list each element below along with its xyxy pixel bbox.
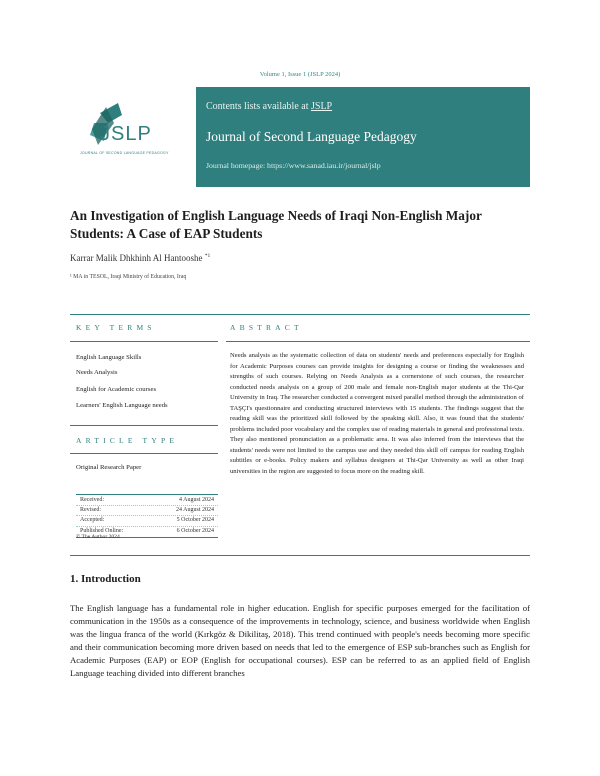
key-terms-rule [70, 341, 218, 342]
copyright-notice: © The Author 2024 [76, 534, 120, 540]
date-row [76, 506, 218, 516]
author-mark: *1 [204, 253, 211, 259]
dates-table [76, 494, 218, 538]
volume-info: Volume 1, Issue 1 (JSLP 2024) [259, 71, 341, 78]
bottom-divider [70, 555, 530, 556]
author-name: Karrar Malik Dhkhinh Al Hantooshe [70, 253, 203, 263]
article-type-value: Original Research Paper [76, 464, 142, 471]
author-line [70, 253, 210, 263]
key-term: English for Academic courses [76, 386, 157, 393]
section-heading: 1. Introduction [70, 573, 141, 585]
affiliation: ¹ MA in TESOL, Iraqi Ministry of Education, Iraq [70, 274, 187, 280]
date-value: 6 October 2024 [176, 527, 214, 534]
key-term: English Language Skills [76, 354, 142, 361]
date-row [76, 516, 218, 526]
journal-name: Journal of Second Language Pedagogy [206, 129, 417, 144]
date-label: Published Online: [80, 527, 124, 534]
contents-link[interactable]: JSLP [310, 101, 333, 112]
journal-homepage[interactable]: Journal homepage: https://www.sanad.iau.ir/journal/jslp [206, 161, 381, 170]
top-divider [70, 314, 530, 315]
journal-info-panel [196, 87, 530, 187]
contents-prefix: Contents lists available at [206, 101, 311, 112]
date-value: 4 August 2024 [178, 497, 214, 503]
key-term: Learners' English Language needs [76, 402, 168, 409]
logo-subtitle: JOURNAL OF SECOND LANGUAGE PEDAGOGY [80, 151, 169, 155]
abstract-text: Needs analysis as the systematic collection of data on students' needs and preferences especially for English for Academic Purposes courses can provide insights for designing a course or finding the weaknesses and strengths of such courses. Relying on Needs Analysis as a cornerstone of such courses, the researcher conducted needs analysis on a group of 200 male and female non-English major students at the Thi-Qar University in Iraq. The researcher conducted a convergent mixed parallel method through the administration of TAŞÇI's questionnaire and conducting structured interviews with 15 students. The findings suggest that the reading skill was the prioritized skill followed by the speaking skill. Also, it was found that the students' problems included poor vocabulary and the complex use of reading materials in general and professional texts. They also mentioned pronunciation as a problematic area. It was also inferred from the interviews that the students' needs were not limited to the campus use and they needed this skill off campus for reading English subtitles or e-books. Policy makers and syllabus designers at Thi-Qar University as well as other Iraqi universities in the region are suggested to focus more on the reading skill. [230, 352, 524, 475]
date-row [76, 496, 218, 506]
contents-line [206, 101, 332, 112]
article-type-heading: ARTICLE TYPE [76, 436, 179, 445]
logo-wordmark: JSLP [100, 123, 152, 145]
key-term: Needs Analysis [76, 369, 118, 376]
date-label: Revised: [80, 507, 101, 514]
abstract-heading: ABSTRACT [230, 323, 303, 332]
date-value: 24 August 2024 [175, 507, 214, 514]
logo-panel [70, 87, 196, 187]
abstract-rule [226, 341, 530, 342]
article-type-rule [70, 453, 218, 454]
date-value: 5 October 2024 [176, 517, 214, 524]
key-terms-heading: KEY TERMS [76, 323, 156, 332]
introduction-paragraph: The English language has a fundamental role in higher education. English for specific purposes emerged for the facilitation of communication in the 1950s as a consequence of the improvements in technology, science, and business worldwide when English was the lingua franca of the world (Kırkgöz & Dikilitaş, 2018). This trend continued with people's needs becoming more specific and their communication becoming more driven based on needs that led to the emergence of ESP sub-branches such as English for Academic Purposes (EAP) or EOP (English for occupational courses). ESP can be referred to as an applied field of English Language teaching divided into different branches [70, 603, 530, 678]
journal-banner [70, 87, 530, 187]
date-label: Accepted: [80, 517, 105, 524]
date-label: Received: [80, 497, 104, 503]
article-type-top-rule [70, 425, 218, 426]
article-title: An Investigation of English Language Needs of Iraqi Non-English Major Students: A Case of EAP Students [70, 208, 482, 241]
